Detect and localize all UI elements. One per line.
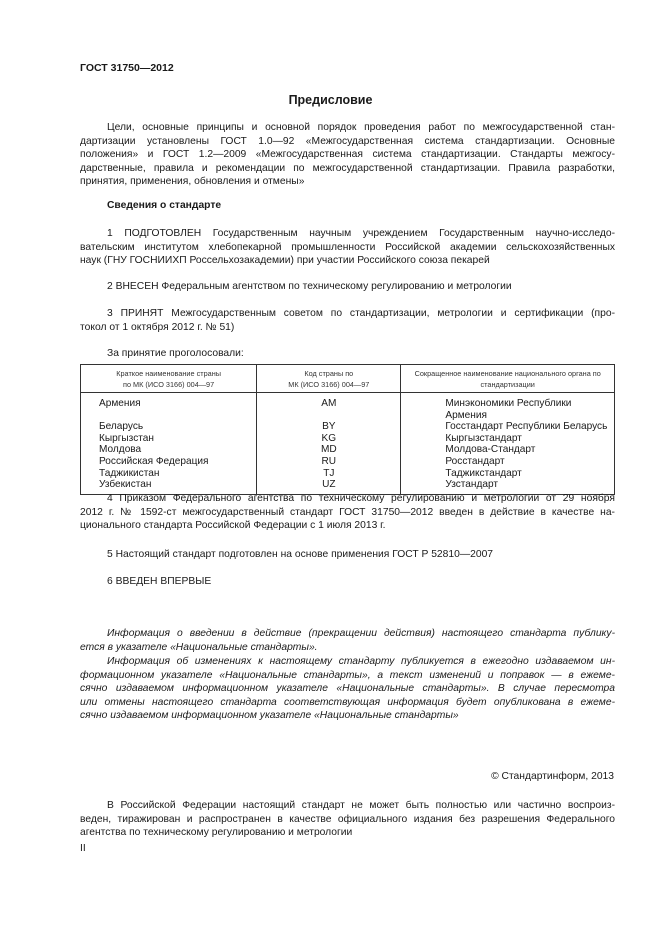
item-6-paragraph: 6 ВВЕДЕН ВПЕРВЫЕ bbox=[107, 576, 212, 587]
column-header-country bbox=[81, 365, 257, 393]
body-cell: Минэкономики Республики Армения bbox=[401, 393, 615, 422]
text-line: дартизации установлены ГОСТ 1.0—92 «Межгосударственная система стандартизации. Основные bbox=[80, 135, 615, 147]
text-line: сячно издаваемом информационном указателе «Национальные стандарты». В случае пересмотра bbox=[80, 683, 615, 695]
text-line: 4 Приказом Федерального агентства по техническому регулированию и метрологии от 29 ноября bbox=[107, 493, 615, 504]
table-row bbox=[81, 456, 615, 468]
text-line: вательским институтом хлебопекарной промышленности Российской академии сельскохозяйственных bbox=[80, 241, 615, 253]
item-1-paragraph bbox=[80, 227, 615, 268]
header-line: МК (ИСО 3166) 004—97 bbox=[288, 379, 370, 389]
text-line: положения» и ГОСТ 1.2—2009 «Межгосударственная система стандартизации. Стандарты межгосу- bbox=[80, 149, 615, 161]
text-line: Цели, основные принципы и основной порядок проведения работ по межгосударственной стан- bbox=[107, 122, 615, 133]
column-header-code bbox=[257, 365, 401, 393]
code-cell: TJ bbox=[257, 468, 401, 480]
code-cell: UZ bbox=[257, 479, 401, 494]
voted-label: За принятие проголосовали: bbox=[107, 348, 244, 359]
preface-title: Предисловие bbox=[288, 93, 373, 107]
header-line: Краткое наименование страны bbox=[116, 368, 221, 378]
text-line: 1 ПОДГОТОВЛЕН Государственным научным учреждением Государственным научно-исследо- bbox=[107, 228, 615, 239]
text-line: формационном указателе «Национальные стандарты», а текст изменений и поправок — в ежеме- bbox=[80, 669, 615, 681]
body-cell: Росстандарт bbox=[401, 456, 615, 468]
code-cell: AM bbox=[257, 393, 401, 422]
text-line: Информация об изменениях к настоящему стандарту публикуется в ежегодно издаваемом ин- bbox=[107, 656, 615, 667]
info-notice-paragraph-2 bbox=[80, 655, 615, 723]
standard-info-heading: Сведения о стандарте bbox=[107, 200, 222, 211]
body-cell: Таджикстандарт bbox=[401, 468, 615, 480]
country-cell: Молдова bbox=[81, 444, 257, 456]
country-cell: Беларусь bbox=[81, 421, 257, 433]
country-cell: Кыргызстан bbox=[81, 433, 257, 445]
text-line: В Российской Федерации настоящий стандарт не может быть полностью или частично воспроиз- bbox=[107, 800, 615, 811]
column-header-body bbox=[401, 365, 615, 393]
text-line: или отмены настоящего стандарта соответствующая информация будет опубликована в ежеме- bbox=[80, 696, 615, 708]
header-line: Код страны по bbox=[304, 368, 354, 378]
code-cell: RU bbox=[257, 456, 401, 468]
text-line: Информация о введении в действие (прекращении действия) настоящего стандарта публику- bbox=[107, 628, 615, 639]
table-row bbox=[81, 444, 615, 456]
table-header-row bbox=[81, 365, 615, 393]
code-cell: BY bbox=[257, 421, 401, 433]
page-number: II bbox=[80, 843, 86, 854]
document-code-header: ГОСТ 31750—2012 bbox=[80, 62, 174, 74]
text-line: токол от 1 октября 2012 г. № 51) bbox=[80, 321, 235, 333]
body-cell: Узстандарт bbox=[401, 479, 615, 494]
country-cell: Армения bbox=[81, 393, 257, 422]
body-cell: Госстандарт Республики Беларусь bbox=[401, 421, 615, 433]
table-row bbox=[81, 433, 615, 445]
header-line: по МК (ИСО 3166) 004—97 bbox=[123, 379, 215, 389]
text-line: сячно издаваемом информационном указателе «Национальные стандарты» bbox=[80, 710, 459, 722]
reproduction-notice bbox=[80, 799, 615, 840]
text-line: дарственные, правила и рекомендации по межгосударственной стандартизации. Правила разработки, bbox=[80, 162, 615, 174]
text-line: ционального стандарта Российской Федерации с 1 июля 2013 г. bbox=[80, 520, 386, 532]
body-cell: Молдова-Стандарт bbox=[401, 444, 615, 456]
info-notice-paragraph-1 bbox=[80, 627, 615, 654]
text-line: ется в указателе «Национальные стандарты». bbox=[80, 641, 318, 653]
code-cell: KG bbox=[257, 433, 401, 445]
item-5-paragraph: 5 Настоящий стандарт подготовлен на основе применения ГОСТ Р 52810—2007 bbox=[107, 549, 494, 560]
header-line: стандартизации bbox=[480, 379, 535, 389]
text-line: агентства по техническому регулированию и метрологии bbox=[80, 827, 353, 839]
item-3-paragraph bbox=[80, 307, 615, 334]
text-line: наук (ГНУ ГОСНИИХП Россельхозакадемии) при участии Российского союза пекарей bbox=[80, 255, 490, 267]
text-line: веден, тиражирован и распространен в качестве официального издания без разрешения Федерального bbox=[80, 813, 615, 825]
item-2-paragraph: 2 ВНЕСЕН Федеральным агентством по техническому регулированию и метрологии bbox=[107, 281, 512, 292]
preface-paragraph bbox=[80, 121, 615, 189]
header-line: Сокращенное наименование национального органа по bbox=[414, 368, 601, 378]
table-row bbox=[81, 393, 615, 422]
item-4-paragraph bbox=[80, 492, 615, 533]
code-cell: MD bbox=[257, 444, 401, 456]
copyright-notice: © Стандартинформ, 2013 bbox=[491, 771, 614, 782]
text-line: принятия, применения, обновления и отмены» bbox=[80, 176, 305, 188]
country-cell: Российская Федерация bbox=[81, 456, 257, 468]
country-cell: Узбекистан bbox=[81, 479, 257, 494]
text-line: 3 ПРИНЯТ Межгосударственным советом по стандартизации, метрологии и сертификации (про- bbox=[107, 308, 615, 319]
country-cell: Таджикистан bbox=[81, 468, 257, 480]
body-cell: Кыргызстандарт bbox=[401, 433, 615, 445]
voting-countries-table bbox=[80, 364, 615, 495]
table-row bbox=[81, 421, 615, 433]
table-row bbox=[81, 468, 615, 480]
text-line: 2012 г. № 1592-ст межгосударственный стандарт ГОСТ 31750—2012 введен в действие в качестве на- bbox=[80, 506, 615, 518]
